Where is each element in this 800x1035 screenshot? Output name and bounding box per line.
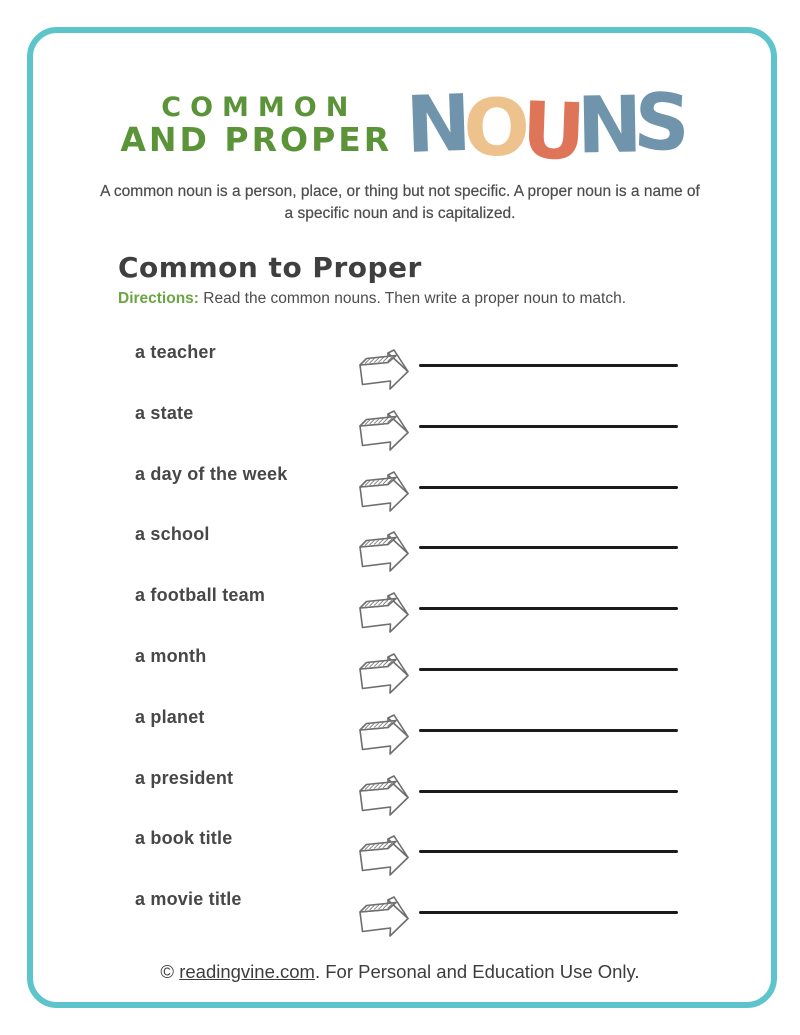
description-text: A common noun is a person, place, or thing but not specific. A proper noun is a name of a specific noun and is capitalized. [100, 183, 700, 223]
item-label: a state [135, 402, 194, 423]
item-label: a movie title [135, 889, 242, 910]
item-label: a month [135, 645, 207, 666]
arrow-right-icon [356, 407, 412, 451]
worksheet-row [0, 756, 800, 817]
answer-line [419, 911, 678, 914]
arrow-right-icon [356, 528, 412, 572]
title-line2: AND PROPER [120, 119, 393, 159]
directions-label: Directions: [118, 290, 199, 307]
arrow-right-icon [356, 346, 412, 390]
arrow-right-icon [356, 772, 412, 816]
arrow-right-icon [356, 711, 412, 755]
worksheet-row [0, 695, 800, 756]
answer-line [419, 425, 678, 428]
worksheet-row [0, 573, 800, 634]
worksheet-list [0, 330, 800, 938]
title-letter: S [632, 76, 685, 170]
answer-line [419, 729, 678, 732]
readingvine-link[interactable]: readingvine.com [179, 961, 315, 982]
footer-copyright-prefix: © [160, 961, 180, 982]
item-label: a planet [135, 706, 205, 727]
title-letter: N [576, 80, 636, 172]
title-line1: COMMON [161, 92, 358, 124]
item-label: a football team [135, 585, 266, 606]
arrow-right-icon [356, 893, 412, 937]
title-nouns [404, 76, 685, 178]
worksheet-row [0, 877, 800, 938]
answer-line [419, 850, 678, 853]
answer-line [419, 607, 678, 610]
arrow-right-icon [356, 650, 412, 694]
item-label: a day of the week [135, 463, 288, 484]
item-label: a president [135, 767, 234, 788]
worksheet-row [0, 512, 800, 573]
worksheet-row [0, 634, 800, 695]
answer-line [419, 486, 678, 489]
footer-suffix: . For Personal and Education Use Only. [314, 961, 640, 982]
title-common-and-proper [117, 92, 393, 159]
directions [118, 290, 626, 308]
section-heading: Common to Proper [118, 251, 422, 284]
directions-text: Read the common nouns. Then write a proper noun to match. [198, 290, 627, 307]
item-label: a book title [135, 828, 233, 849]
item-label: a teacher [135, 342, 216, 362]
arrow-right-icon [356, 468, 412, 512]
title-letter: O [463, 84, 522, 174]
arrow-right-icon [356, 832, 412, 876]
answer-line [419, 364, 678, 367]
answer-line [419, 790, 678, 793]
worksheet-row [0, 816, 800, 877]
item-label: a school [135, 524, 210, 545]
arrow-right-icon [356, 589, 412, 633]
worksheet-row [0, 330, 800, 391]
answer-line [419, 668, 678, 671]
title-letter: N [404, 79, 466, 171]
worksheet-row [0, 452, 800, 513]
answer-line [419, 546, 678, 549]
worksheet-row [0, 391, 800, 452]
footer [0, 961, 800, 983]
title-letter: U [520, 86, 579, 178]
title-block [0, 76, 800, 178]
